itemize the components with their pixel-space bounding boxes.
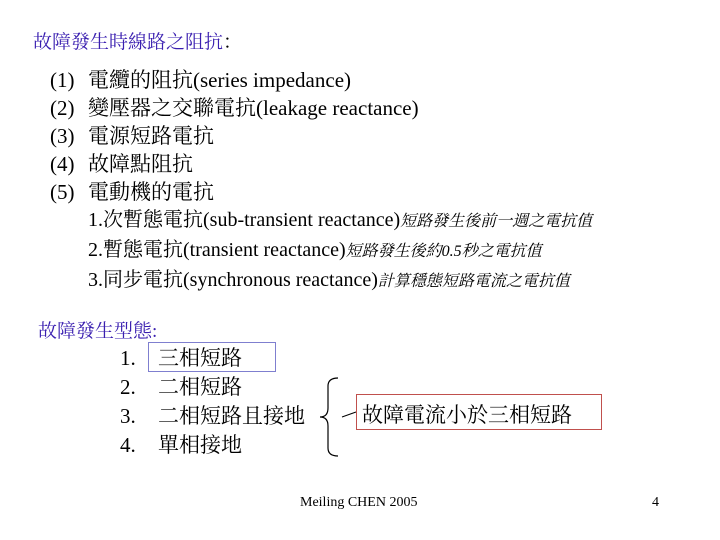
page-number: 4: [652, 495, 659, 510]
item-number: (3): [50, 124, 75, 148]
heading-text: 故障發生時線路之阻抗: [33, 32, 224, 53]
heading-text: 故障發生型態: [38, 321, 153, 342]
item-text: 單相接地: [158, 433, 242, 457]
sub-item-text: 3.同步電抗(synchronous reactance): [88, 269, 378, 291]
item-number: 2.: [120, 375, 136, 399]
item-text: 電纜的阻抗(series impedance): [88, 68, 352, 92]
footer-author: Meiling CHEN 2005: [300, 495, 418, 510]
sub-item-note: 計算穩態短路電流之電抗值: [377, 273, 570, 290]
fault-type-list: [120, 344, 305, 460]
item-text: 電源短路電抗: [88, 124, 214, 148]
item-text: 三相短路: [158, 346, 242, 370]
item-number: (2): [50, 96, 75, 120]
fault-note-text: 故障電流小於三相短路: [362, 403, 572, 427]
item-text: 二相短路且接地: [158, 404, 305, 428]
sub-item-note: 短路發生後約0.5秒之電抗值: [345, 243, 542, 260]
list-item: [120, 344, 305, 373]
item-number: (1): [50, 68, 75, 92]
list-item: [50, 94, 592, 122]
item-number: 1.: [120, 346, 136, 370]
heading-fault-types: [38, 316, 157, 343]
list-item: [50, 178, 592, 206]
sub-item-text: 1.次暫態電抗(sub-transient reactance): [88, 209, 401, 231]
item-number: (5): [50, 180, 75, 204]
item-text: 故障點阻抗: [88, 152, 193, 176]
list-item: [120, 431, 305, 460]
item-number: 3.: [120, 404, 136, 428]
sub-item: [88, 236, 592, 266]
motor-reactance-sublist: [50, 206, 592, 296]
sub-item-note: 短路發生後前一週之電抗值: [400, 213, 593, 230]
sub-item: [88, 206, 592, 236]
sub-item-text: 2.暫態電抗(transient reactance): [88, 239, 346, 261]
heading-line-impedance: [33, 27, 242, 54]
curly-brace-icon: [320, 376, 360, 458]
item-text: 電動機的電抗: [88, 180, 214, 204]
list-item: [120, 402, 305, 431]
heading-colon: ：: [223, 32, 243, 53]
brace-pointer: [342, 412, 356, 417]
item-text: 變壓器之交聯電抗(leakage reactance): [88, 96, 419, 120]
sub-item: [88, 266, 592, 296]
impedance-list: [50, 66, 592, 296]
list-item: [50, 150, 592, 178]
list-item: [50, 122, 592, 150]
item-text: 二相短路: [158, 375, 242, 399]
list-item: [50, 66, 592, 94]
heading-colon: :: [152, 321, 158, 342]
item-number: 4.: [120, 433, 136, 457]
list-item: [120, 373, 305, 402]
item-number: (4): [50, 152, 75, 176]
